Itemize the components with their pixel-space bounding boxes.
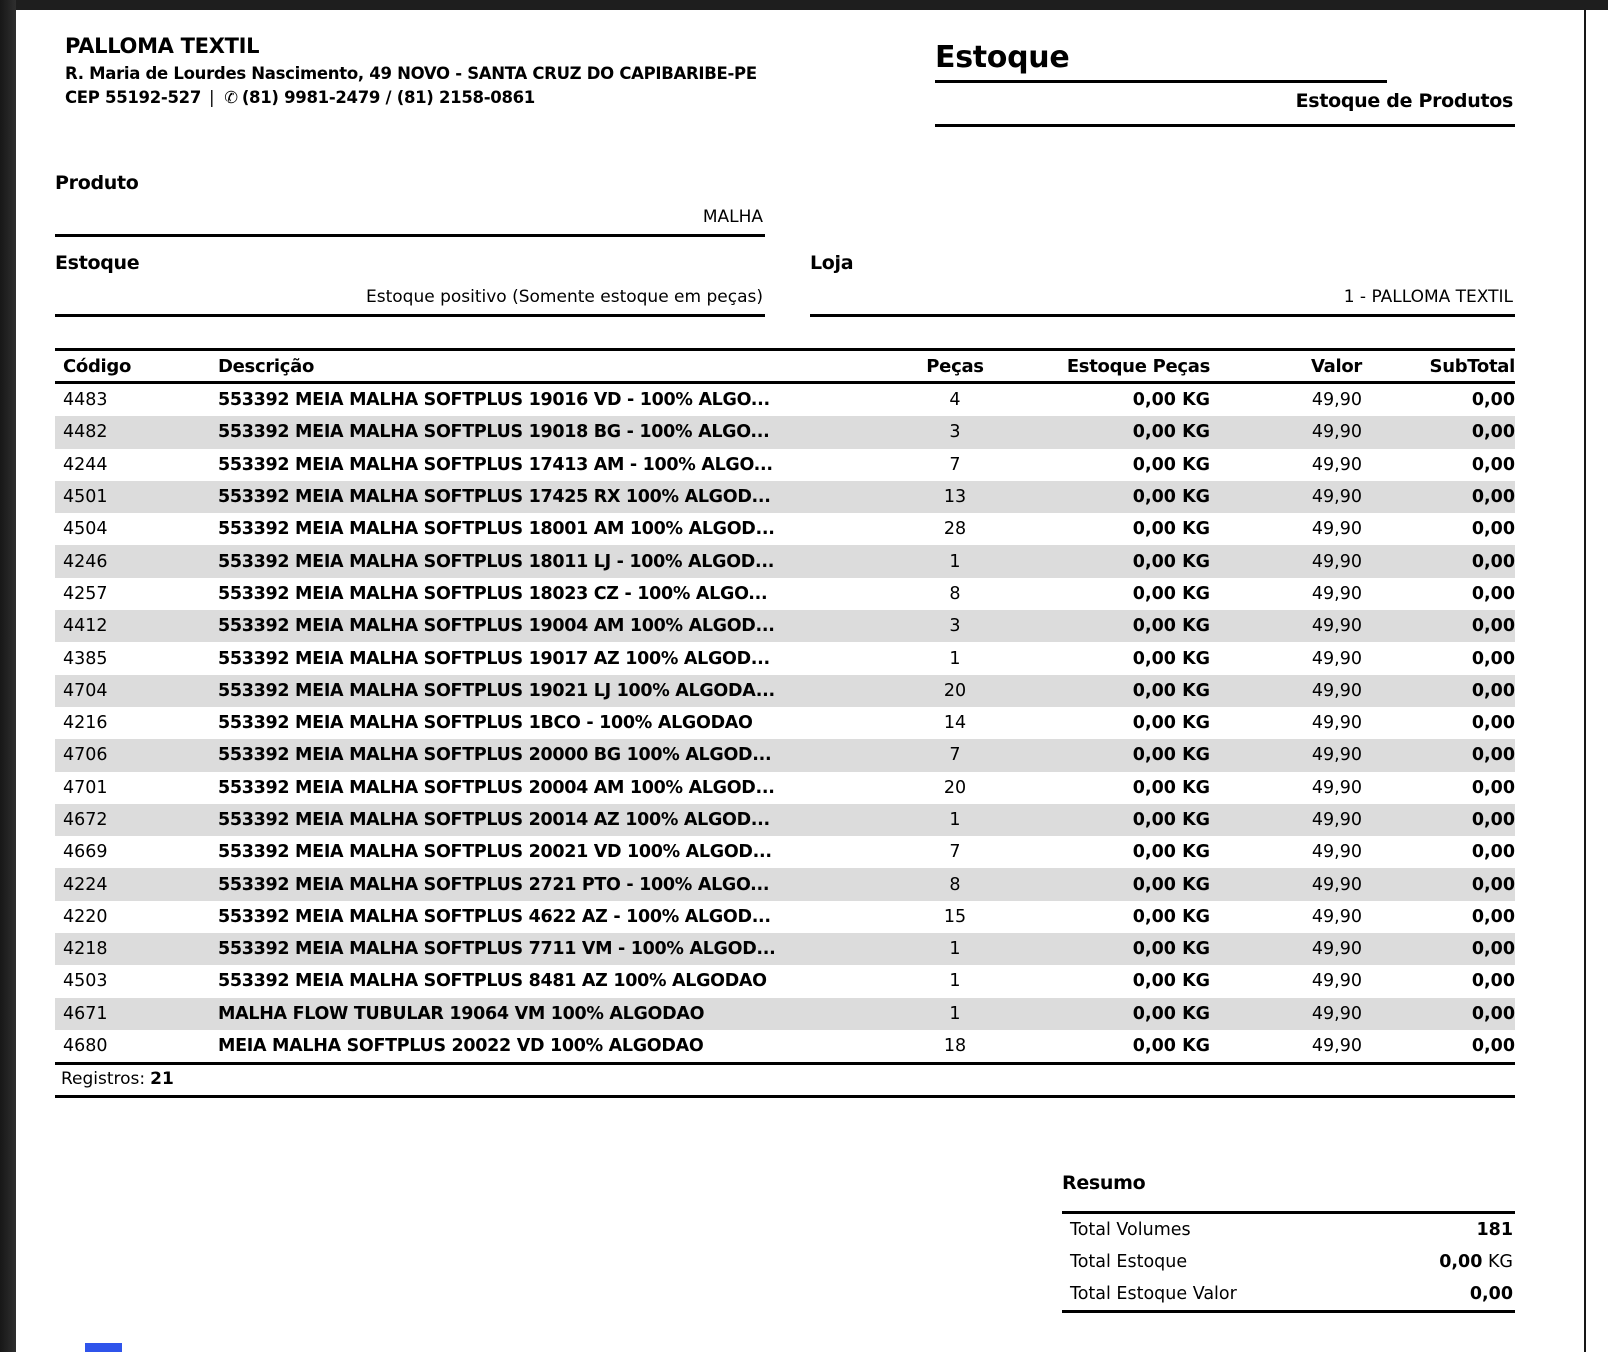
cell-valor: 49,90 — [1311, 583, 1362, 604]
cell-descricao: 553392 MEIA MALHA SOFTPLUS 17425 RX 100% ALGOD... — [218, 487, 771, 508]
cell-codigo: 4503 — [63, 971, 108, 992]
cell-subtotal: 0,00 — [1471, 874, 1515, 895]
table-row — [55, 610, 1515, 642]
cell-subtotal: 0,00 — [1471, 713, 1515, 734]
cell-estoque-pecas: 0,00 KG — [1132, 422, 1210, 443]
cell-subtotal: 0,00 — [1471, 616, 1515, 637]
company-cep: CEP 55192-527 — [65, 88, 202, 107]
separator: | — [209, 88, 215, 107]
cell-valor: 49,90 — [1311, 939, 1362, 960]
registros-row — [55, 1065, 1515, 1098]
cell-pecas: 18 — [943, 1036, 967, 1057]
company-address: R. Maria de Lourdes Nascimento, 49 NOVO - SANTA CRUZ DO CAPIBARIBE-PE — [65, 64, 757, 83]
cell-estoque-pecas: 0,00 KG — [1132, 648, 1210, 669]
cell-descricao: 553392 MEIA MALHA SOFTPLUS 19016 VD - 100% ALGO... — [218, 390, 770, 411]
column-header-descricao: Descrição — [218, 355, 315, 377]
cell-subtotal: 0,00 — [1471, 583, 1515, 604]
table-body — [55, 384, 1515, 1065]
cell-pecas: 8 — [949, 583, 961, 604]
cell-pecas: 1 — [949, 551, 961, 572]
cell-estoque-pecas: 0,00 KG — [1132, 1036, 1210, 1057]
cell-pecas: 15 — [943, 906, 967, 927]
cell-estoque-pecas: 0,00 KG — [1132, 551, 1210, 572]
cell-codigo: 4218 — [63, 939, 108, 960]
cell-codigo: 4216 — [63, 713, 108, 734]
resumo-row-label: Total Estoque Valor — [1070, 1284, 1237, 1304]
filter-loja-value: 1 - PALLOMA TEXTIL — [810, 274, 1515, 317]
resumo-table — [1062, 1211, 1515, 1313]
table-row — [55, 513, 1515, 545]
cell-codigo: 4246 — [63, 551, 108, 572]
cell-pecas: 7 — [949, 842, 961, 863]
cell-valor: 49,90 — [1311, 745, 1362, 766]
cell-pecas: 7 — [949, 454, 961, 475]
filter-produto-value: MALHA — [55, 194, 765, 237]
cell-descricao: 553392 MEIA MALHA SOFTPLUS 20014 AZ 100% ALGOD... — [218, 810, 770, 830]
registros-label: Registros: — [61, 1069, 146, 1089]
cell-estoque-pecas: 0,00 KG — [1132, 616, 1210, 637]
cell-codigo: 4412 — [63, 616, 108, 637]
table-row — [55, 416, 1515, 448]
cell-subtotal: 0,00 — [1471, 454, 1515, 475]
resumo-row-value: 0,00 KG — [1439, 1252, 1513, 1272]
cell-descricao: 553392 MEIA MALHA SOFTPLUS 17413 AM - 100% ALGO... — [218, 454, 773, 475]
cell-codigo: 4671 — [63, 1003, 108, 1024]
cell-pecas: 13 — [943, 487, 967, 508]
table-row — [55, 675, 1515, 707]
company-name: PALLOMA TEXTIL — [65, 34, 260, 58]
resumo-section — [1062, 1172, 1515, 1313]
cell-pecas: 3 — [949, 422, 961, 443]
cell-subtotal: 0,00 — [1471, 810, 1515, 830]
cell-codigo: 4482 — [63, 422, 108, 443]
cell-descricao: MALHA FLOW TUBULAR 19064 VM 100% ALGODAO — [218, 1003, 705, 1024]
cell-pecas: 20 — [943, 680, 967, 701]
cell-descricao: 553392 MEIA MALHA SOFTPLUS 20004 AM 100% ALGOD... — [218, 777, 775, 798]
cell-codigo: 4669 — [63, 842, 108, 863]
cell-codigo: 4501 — [63, 487, 108, 508]
cell-valor: 49,90 — [1311, 777, 1362, 798]
column-header-estoque-pecas: Estoque Peças — [1066, 355, 1210, 377]
cell-subtotal: 0,00 — [1471, 1036, 1515, 1057]
filter-loja — [810, 252, 1515, 317]
cell-subtotal: 0,00 — [1471, 1003, 1515, 1024]
cell-estoque-pecas: 0,00 KG — [1132, 713, 1210, 734]
cell-subtotal: 0,00 — [1471, 971, 1515, 992]
window-frame-right-border — [1584, 10, 1586, 1352]
report-subtitle: Estoque de Produtos — [1295, 90, 1513, 112]
cell-descricao: 553392 MEIA MALHA SOFTPLUS 2721 PTO - 100% ALGO... — [218, 874, 770, 895]
cell-valor: 49,90 — [1311, 842, 1362, 863]
company-phones: (81) 9981-2479 / (81) 2158-0861 — [241, 88, 535, 107]
cell-valor: 49,90 — [1311, 487, 1362, 508]
table-row — [55, 642, 1515, 674]
cell-descricao: 553392 MEIA MALHA SOFTPLUS 19018 BG - 100% ALGO... — [218, 422, 770, 443]
table-row — [55, 965, 1515, 997]
cell-codigo: 4257 — [63, 583, 108, 604]
cell-valor: 49,90 — [1311, 390, 1362, 411]
cell-subtotal: 0,00 — [1471, 519, 1515, 540]
cell-descricao: 553392 MEIA MALHA SOFTPLUS 1BCO - 100% ALGODAO — [218, 713, 753, 734]
cell-estoque-pecas: 0,00 KG — [1132, 583, 1210, 604]
cell-valor: 49,90 — [1311, 874, 1362, 895]
cell-valor: 49,90 — [1311, 1003, 1362, 1024]
cell-pecas: 1 — [949, 648, 961, 669]
resumo-row — [1062, 1246, 1515, 1278]
cell-codigo: 4704 — [63, 680, 108, 701]
cell-valor: 49,90 — [1311, 906, 1362, 927]
cell-codigo: 4706 — [63, 745, 108, 766]
resumo-row — [1062, 1214, 1515, 1246]
cell-subtotal: 0,00 — [1471, 842, 1515, 863]
cell-subtotal: 0,00 — [1471, 906, 1515, 927]
table-row — [55, 739, 1515, 771]
company-contact — [65, 88, 757, 107]
cell-estoque-pecas: 0,00 KG — [1132, 939, 1210, 960]
cell-estoque-pecas: 0,00 KG — [1132, 680, 1210, 701]
cell-valor: 49,90 — [1311, 713, 1362, 734]
table-row — [55, 481, 1515, 513]
cell-subtotal: 0,00 — [1471, 745, 1515, 766]
cell-codigo: 4244 — [63, 454, 108, 475]
cell-descricao: 553392 MEIA MALHA SOFTPLUS 20021 VD 100% ALGOD... — [218, 842, 772, 863]
registros-value: 21 — [150, 1069, 174, 1089]
cell-estoque-pecas: 0,00 KG — [1132, 874, 1210, 895]
cell-estoque-pecas: 0,00 KG — [1132, 745, 1210, 766]
table-row — [55, 868, 1515, 900]
cell-valor: 49,90 — [1311, 551, 1362, 572]
resumo-row-label: Total Estoque — [1070, 1252, 1188, 1272]
cell-valor: 49,90 — [1311, 519, 1362, 540]
filter-loja-label: Loja — [810, 252, 854, 274]
table-row — [55, 836, 1515, 868]
cell-codigo: 4220 — [63, 906, 108, 927]
cell-estoque-pecas: 0,00 KG — [1132, 906, 1210, 927]
cell-codigo: 4483 — [63, 390, 108, 411]
cell-descricao: 553392 MEIA MALHA SOFTPLUS 19021 LJ 100% ALGODA... — [218, 680, 775, 701]
table-row — [55, 578, 1515, 610]
resumo-row-value: 0,00 — [1469, 1284, 1513, 1304]
cell-valor: 49,90 — [1311, 810, 1362, 830]
cell-valor: 49,90 — [1311, 454, 1362, 475]
cell-codigo: 4680 — [63, 1036, 108, 1057]
cell-subtotal: 0,00 — [1471, 422, 1515, 443]
table-row — [55, 707, 1515, 739]
cell-valor: 49,90 — [1311, 1036, 1362, 1057]
cell-pecas: 3 — [949, 616, 961, 637]
cell-estoque-pecas: 0,00 KG — [1132, 1003, 1210, 1024]
cell-descricao: 553392 MEIA MALHA SOFTPLUS 20000 BG 100% ALGOD... — [218, 745, 772, 766]
cell-estoque-pecas: 0,00 KG — [1132, 519, 1210, 540]
cell-pecas: 1 — [949, 971, 961, 992]
column-header-valor: Valor — [1310, 355, 1362, 377]
table-row — [55, 933, 1515, 965]
resumo-row-value: 181 — [1476, 1220, 1513, 1240]
cell-estoque-pecas: 0,00 KG — [1132, 777, 1210, 798]
cell-pecas: 14 — [943, 713, 967, 734]
cell-subtotal: 0,00 — [1471, 777, 1515, 798]
cell-valor: 49,90 — [1311, 648, 1362, 669]
cell-estoque-pecas: 0,00 KG — [1132, 390, 1210, 411]
report-subtitle-row — [935, 83, 1515, 127]
table-row — [55, 901, 1515, 933]
window-frame-left — [0, 0, 16, 1352]
column-header-subtotal: SubTotal — [1429, 355, 1515, 377]
phone-icon: ✆ — [224, 88, 238, 107]
filter-estoque-label: Estoque — [55, 252, 140, 274]
cell-pecas: 7 — [949, 745, 961, 766]
cell-codigo: 4701 — [63, 777, 108, 798]
cell-valor: 49,90 — [1311, 422, 1362, 443]
cell-pecas: 4 — [949, 390, 961, 411]
table-row — [55, 804, 1515, 836]
cell-codigo: 4504 — [63, 519, 108, 540]
cell-descricao: 553392 MEIA MALHA SOFTPLUS 18023 CZ - 100% ALGO... — [218, 583, 768, 604]
company-header — [65, 34, 757, 107]
filter-estoque-value: Estoque positivo (Somente estoque em peças) — [55, 274, 765, 317]
cell-valor: 49,90 — [1311, 680, 1362, 701]
cell-descricao: 553392 MEIA MALHA SOFTPLUS 18011 LJ - 100% ALGOD... — [218, 551, 775, 572]
cell-estoque-pecas: 0,00 KG — [1132, 971, 1210, 992]
report-title-block — [935, 40, 1515, 127]
cell-estoque-pecas: 0,00 KG — [1132, 454, 1210, 475]
cell-pecas: 1 — [949, 939, 961, 960]
table-row — [55, 1030, 1515, 1062]
table-row — [55, 449, 1515, 481]
cell-pecas: 28 — [943, 519, 967, 540]
cell-pecas: 8 — [949, 874, 961, 895]
cell-subtotal: 0,00 — [1471, 487, 1515, 508]
column-header-pecas: Peças — [926, 355, 984, 377]
column-header-codigo: Código — [63, 355, 132, 377]
table-row — [55, 545, 1515, 577]
window-frame-top — [0, 0, 1608, 10]
table-row — [55, 384, 1515, 416]
table-header-row — [55, 348, 1515, 384]
cell-codigo: 4224 — [63, 874, 108, 895]
cell-subtotal: 0,00 — [1471, 939, 1515, 960]
cell-codigo: 4672 — [63, 810, 108, 830]
cell-descricao: 553392 MEIA MALHA SOFTPLUS 8481 AZ 100% ALGODAO — [218, 971, 767, 992]
cell-subtotal: 0,00 — [1471, 680, 1515, 701]
cell-subtotal: 0,00 — [1471, 551, 1515, 572]
cell-descricao: MEIA MALHA SOFTPLUS 20022 VD 100% ALGODAO — [218, 1036, 704, 1057]
resumo-row-label: Total Volumes — [1070, 1220, 1191, 1240]
cell-descricao: 553392 MEIA MALHA SOFTPLUS 7711 VM - 100% ALGOD... — [218, 939, 776, 960]
bottom-left-blue-artifact — [85, 1343, 122, 1352]
resumo-title: Resumo — [1062, 1172, 1146, 1194]
cell-descricao: 553392 MEIA MALHA SOFTPLUS 19017 AZ 100% ALGOD... — [218, 648, 770, 669]
cell-estoque-pecas: 0,00 KG — [1132, 487, 1210, 508]
filter-estoque — [55, 252, 765, 317]
filter-produto — [55, 172, 765, 237]
cell-estoque-pecas: 0,00 KG — [1132, 842, 1210, 863]
cell-subtotal: 0,00 — [1471, 648, 1515, 669]
cell-estoque-pecas: 0,00 KG — [1132, 810, 1210, 830]
cell-valor: 49,90 — [1311, 616, 1362, 637]
cell-subtotal: 0,00 — [1471, 390, 1515, 411]
report-page — [16, 10, 1584, 1352]
cell-pecas: 20 — [943, 777, 967, 798]
cell-pecas: 1 — [949, 810, 961, 830]
stock-table — [55, 348, 1515, 1065]
cell-valor: 49,90 — [1311, 971, 1362, 992]
cell-codigo: 4385 — [63, 648, 108, 669]
cell-descricao: 553392 MEIA MALHA SOFTPLUS 4622 AZ - 100% ALGOD... — [218, 906, 771, 927]
cell-descricao: 553392 MEIA MALHA SOFTPLUS 19004 AM 100% ALGOD... — [218, 616, 775, 637]
table-row — [55, 998, 1515, 1030]
resumo-row — [1062, 1278, 1515, 1310]
cell-descricao: 553392 MEIA MALHA SOFTPLUS 18001 AM 100% ALGOD... — [218, 519, 775, 540]
page-title: Estoque — [935, 40, 1387, 83]
table-row — [55, 772, 1515, 804]
cell-pecas: 1 — [949, 1003, 961, 1024]
filter-produto-label: Produto — [55, 172, 139, 194]
